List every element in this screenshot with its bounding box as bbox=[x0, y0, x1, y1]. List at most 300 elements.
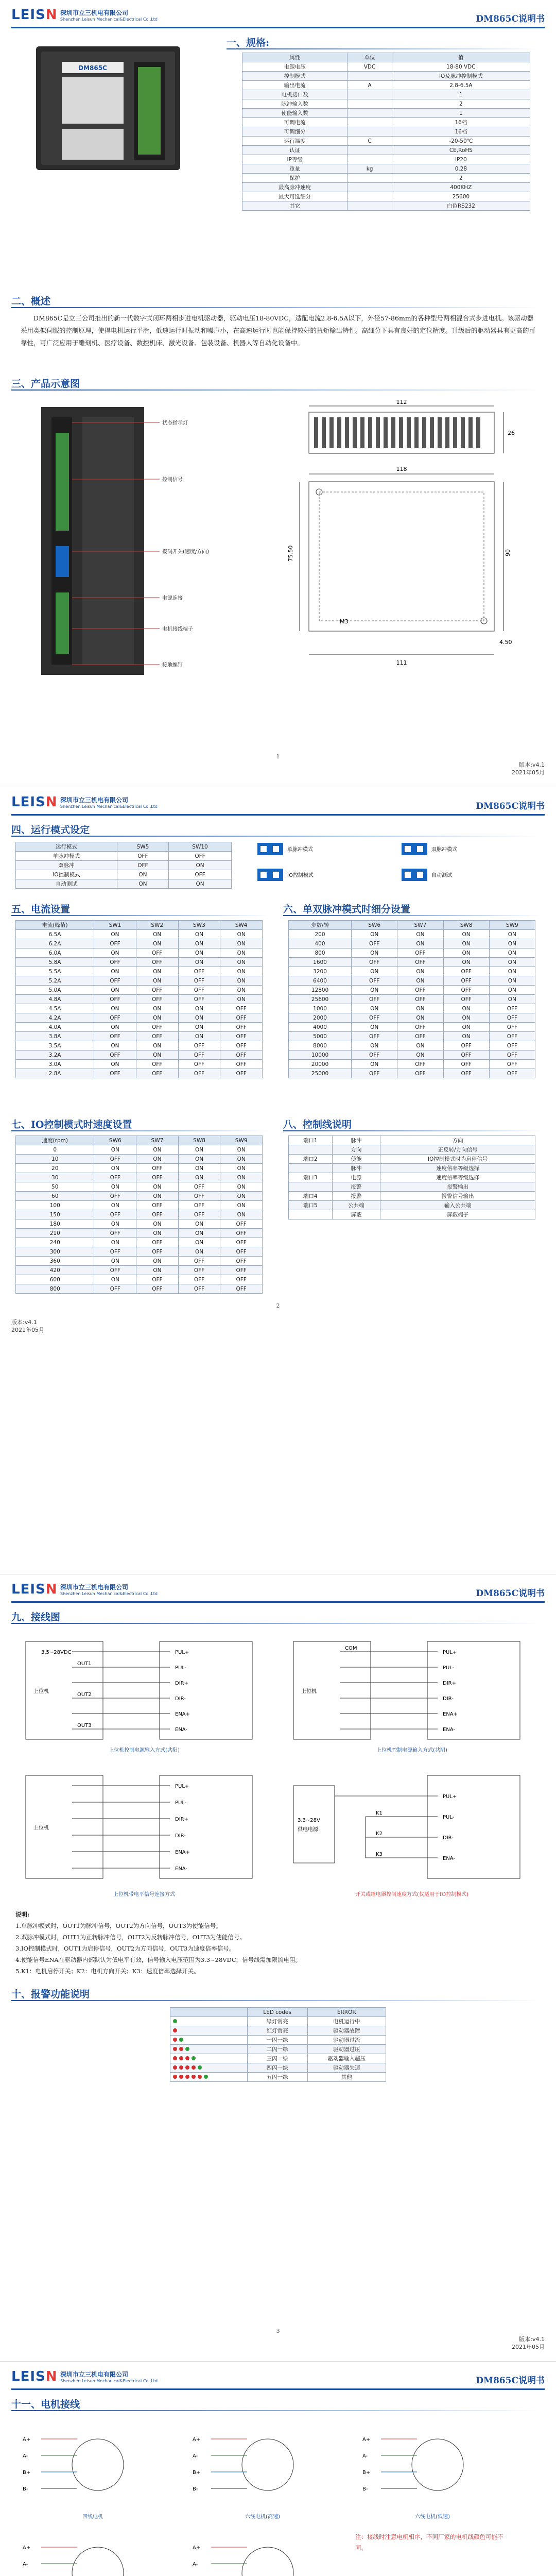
table-cell: 180 bbox=[16, 1219, 94, 1229]
table-cell: 重量 bbox=[242, 164, 348, 174]
table-header-cell: 步数/转 bbox=[289, 921, 352, 930]
table-cell: 端口5 bbox=[289, 1201, 333, 1210]
table-cell: 100 bbox=[16, 1201, 94, 1210]
table-cell: ON bbox=[94, 930, 136, 939]
section-rule bbox=[11, 389, 542, 391]
callout-motor: 电机接线端子 bbox=[162, 626, 193, 632]
table-row bbox=[16, 1247, 263, 1257]
company-logo: LEISN bbox=[11, 1582, 58, 1597]
note-4: 4.使能信号ENA在驱动器内部默认为低电平有效，信号输入电压范围为3.3~28VDC，信号线需加限流电阻。 bbox=[15, 1956, 302, 1963]
table-cell: OFF bbox=[178, 967, 220, 976]
table-row bbox=[16, 1201, 263, 1210]
led-dot-icon bbox=[179, 2038, 183, 2042]
table-header-cell: SW7 bbox=[136, 1136, 179, 1145]
table-cell: 报警 bbox=[332, 1182, 380, 1192]
footer-version: 版本:v4.1 bbox=[519, 761, 545, 768]
table-cell: OFF bbox=[220, 1069, 263, 1078]
table-cell: 端口3 bbox=[289, 1173, 333, 1182]
table-header-cell: SW2 bbox=[136, 921, 178, 930]
company-logo: LEISN bbox=[11, 7, 58, 23]
table-row bbox=[242, 192, 530, 201]
led-dot-icon bbox=[198, 2075, 202, 2079]
led-indicator-cell bbox=[170, 2017, 248, 2026]
table-cell: ON bbox=[136, 1266, 179, 1275]
wiring-diagram-4 bbox=[283, 1765, 541, 1899]
table-header-cell: 速度(rpm) bbox=[16, 1136, 94, 1145]
table-cell: OFF bbox=[489, 1050, 535, 1060]
sig-ena-minus: ENA- bbox=[175, 1866, 188, 1872]
table-cell: OFF bbox=[94, 1069, 136, 1078]
table-row bbox=[289, 958, 535, 967]
table-cell: ON bbox=[178, 939, 220, 948]
table-cell: ON bbox=[443, 948, 489, 958]
table-row bbox=[16, 879, 232, 889]
table-cell: 可调细分 bbox=[242, 127, 348, 137]
table-row bbox=[242, 81, 530, 90]
company-name-cn: 深圳市立三机电有限公司 bbox=[60, 796, 129, 804]
led-indicator-cell bbox=[170, 2026, 248, 2036]
table-row bbox=[242, 99, 530, 109]
table-row bbox=[16, 939, 263, 948]
table-cell: OFF bbox=[489, 1004, 535, 1013]
table-row bbox=[16, 1041, 263, 1050]
section-title-alarm: 十、报警功能说明 bbox=[11, 1989, 90, 2000]
table-header-cell: ERROR bbox=[307, 2008, 386, 2017]
table-cell: -20-50℃ bbox=[392, 137, 530, 146]
switch-k3: K3 bbox=[376, 1852, 383, 1857]
led-dot-icon bbox=[179, 2075, 183, 2079]
table-header-cell: SW7 bbox=[397, 921, 443, 930]
table-row bbox=[289, 1041, 535, 1050]
host-label: 上位机 bbox=[33, 1689, 49, 1694]
table-cell: 12800 bbox=[289, 986, 352, 995]
table-cell: IO及脉冲控制模式 bbox=[392, 72, 530, 81]
table-cell: ON bbox=[178, 1238, 220, 1247]
table-row bbox=[289, 1013, 535, 1023]
led-dot-icon bbox=[179, 2065, 183, 2070]
motor-pin-label: B+ bbox=[23, 2470, 31, 2476]
dim-top-height: 26 bbox=[508, 430, 515, 436]
table-cell: 可调电流 bbox=[242, 118, 348, 127]
table-cell: 其它 bbox=[242, 201, 348, 211]
table-cell: ON bbox=[178, 1032, 220, 1041]
table-cell: A bbox=[348, 81, 392, 90]
company-name-en: Shenzhen Leisun Mechanical&Electrical Co.,Ltd bbox=[60, 1591, 158, 1596]
table-cell: ON bbox=[220, 948, 263, 958]
page-number: 1 bbox=[276, 753, 280, 760]
table-cell: 2.8-6.5A bbox=[392, 81, 530, 90]
table-cell: OFF bbox=[117, 852, 168, 861]
table-cell: OFF bbox=[352, 1013, 397, 1023]
table-cell: ON bbox=[397, 967, 443, 976]
table-header-cell: 电流(峰值) bbox=[16, 921, 94, 930]
doc-title: DM865C说明书 bbox=[476, 14, 545, 24]
table-row bbox=[289, 1136, 535, 1145]
table-cell: 50 bbox=[16, 1182, 94, 1192]
table-row bbox=[289, 1201, 535, 1210]
table-cell: ON bbox=[136, 1041, 178, 1050]
mode-icon-test bbox=[402, 869, 452, 881]
table-cell: 报警信号输出 bbox=[380, 1192, 535, 1201]
mode-icon-single-label: 单脉冲模式 bbox=[287, 847, 313, 853]
table-cell bbox=[348, 192, 392, 201]
table-header-cell: SW10 bbox=[169, 842, 232, 852]
table-cell: 端口1 bbox=[289, 1136, 333, 1145]
table-cell: ON bbox=[136, 1192, 179, 1201]
table-cell: 速度倍率等级选择 bbox=[380, 1173, 535, 1182]
table-cell: ON bbox=[94, 1219, 136, 1229]
table-cell: 2000 bbox=[289, 1013, 352, 1023]
table-cell: 6.0A bbox=[16, 948, 94, 958]
led-indicator-cell bbox=[170, 2054, 248, 2063]
table-cell: 自动测试 bbox=[16, 879, 117, 889]
table-cell: 16档 bbox=[392, 127, 530, 137]
table-cell: ON bbox=[178, 1145, 220, 1155]
sig-out2: OUT2 bbox=[77, 1692, 92, 1698]
table-row bbox=[289, 995, 535, 1004]
table-cell: 360 bbox=[16, 1257, 94, 1266]
motor-wiring-diagram bbox=[185, 2418, 340, 2521]
current-table bbox=[15, 920, 263, 1078]
table-cell: OFF bbox=[220, 1041, 263, 1050]
table-cell: ON bbox=[489, 986, 535, 995]
header-rule bbox=[11, 1601, 545, 1603]
dim-bottom-width: 111 bbox=[396, 659, 407, 666]
table-cell: OFF bbox=[220, 1004, 263, 1013]
table-cell: 屏蔽端子 bbox=[380, 1210, 535, 1219]
sig-ena-plus: ENA+ bbox=[175, 1850, 190, 1855]
table-cell: ON bbox=[178, 1155, 220, 1164]
table-row bbox=[16, 930, 263, 939]
table-cell: 4.2A bbox=[16, 1013, 94, 1023]
table-cell: 三闪一绿 bbox=[247, 2054, 307, 2063]
table-cell: 脉冲 bbox=[332, 1136, 380, 1145]
section-rule bbox=[11, 307, 542, 308]
table-cell: 双脉冲 bbox=[16, 861, 117, 870]
table-cell: ON bbox=[397, 976, 443, 986]
table-cell: kg bbox=[348, 164, 392, 174]
table-cell: OFF bbox=[136, 1210, 179, 1219]
table-row bbox=[242, 72, 530, 81]
table-cell: 5.5A bbox=[16, 967, 94, 976]
table-cell: ON bbox=[220, 1210, 263, 1219]
sig-dir-plus: DIR+ bbox=[175, 1817, 188, 1822]
table-cell: 白色RS232 bbox=[392, 201, 530, 211]
table-cell: OFF bbox=[443, 986, 489, 995]
table-cell: 驱动器过流 bbox=[307, 2036, 386, 2045]
header-rule bbox=[11, 2388, 545, 2390]
table-cell: OFF bbox=[397, 948, 443, 958]
mode-icon-double bbox=[402, 843, 457, 855]
table-cell: ON bbox=[489, 948, 535, 958]
dim-top-width: 112 bbox=[396, 399, 407, 405]
table-cell: ON bbox=[443, 1013, 489, 1023]
table-cell: 200 bbox=[289, 930, 352, 939]
table-header-cell: 值 bbox=[392, 53, 530, 62]
table-row bbox=[16, 1219, 263, 1229]
table-cell: 输出电流 bbox=[242, 81, 348, 90]
company-name-en: Shenzhen Leisun Mechanical&Electrical Co.,Ltd bbox=[60, 804, 158, 809]
table-cell: OFF bbox=[178, 1275, 220, 1284]
wiring-caption-1: 上位机控制电源输入方式(共阳) bbox=[109, 1748, 180, 1753]
motor-pin-label: B- bbox=[23, 2486, 28, 2492]
table-cell: ON bbox=[178, 1013, 220, 1023]
table-cell: OFF bbox=[178, 1257, 220, 1266]
table-cell: 400 bbox=[289, 939, 352, 948]
table-cell: IO控制模式 bbox=[16, 870, 117, 879]
table-cell: 红灯常亮 bbox=[247, 2026, 307, 2036]
table-cell: 5.0A bbox=[16, 986, 94, 995]
table-cell: OFF bbox=[178, 1210, 220, 1219]
section-title-current: 五、电流设置 bbox=[11, 904, 71, 915]
table-cell: ON bbox=[220, 1201, 263, 1210]
motor-caption: 六线电机(高速) bbox=[245, 2514, 280, 2520]
table-cell: 10 bbox=[16, 1155, 94, 1164]
table-cell: 2 bbox=[392, 174, 530, 183]
table-row bbox=[16, 1238, 263, 1247]
page-header bbox=[11, 2369, 545, 2387]
table-cell: OFF bbox=[397, 1023, 443, 1032]
table-cell: OFF bbox=[94, 1032, 136, 1041]
table-cell: OFF bbox=[489, 1023, 535, 1032]
table-row bbox=[16, 986, 263, 995]
sig-dir-minus: DIR- bbox=[443, 1696, 454, 1702]
table-row bbox=[242, 137, 530, 146]
section-title-diagram: 三、产品示意图 bbox=[11, 378, 80, 389]
table-cell: ON bbox=[397, 1004, 443, 1013]
table-cell: ON bbox=[136, 967, 178, 976]
table-cell: ON bbox=[94, 967, 136, 976]
section-title-motor: 十一、电机接线 bbox=[11, 2399, 80, 2410]
table-row bbox=[242, 109, 530, 118]
table-cell: ON bbox=[443, 1023, 489, 1032]
table-cell: ON bbox=[178, 1219, 220, 1229]
table-cell: 5000 bbox=[289, 1032, 352, 1041]
table-cell: 10000 bbox=[289, 1050, 352, 1060]
motor-icon bbox=[242, 2439, 293, 2490]
sig-out3: OUT3 bbox=[77, 1723, 92, 1728]
table-cell: 240 bbox=[16, 1238, 94, 1247]
table-row bbox=[170, 2063, 386, 2073]
table-cell: 800 bbox=[16, 1284, 94, 1294]
table-cell: ON bbox=[94, 1238, 136, 1247]
led-dot-icon bbox=[204, 2075, 208, 2079]
sig-ena-plus: ENA+ bbox=[443, 1711, 458, 1717]
table-cell: OFF bbox=[169, 870, 232, 879]
table-cell: 驱动器输入超压 bbox=[307, 2054, 386, 2063]
table-cell: 5.2A bbox=[16, 976, 94, 986]
table-cell: OFF bbox=[220, 1275, 263, 1284]
company-name-cn: 深圳市立三机电有限公司 bbox=[60, 1584, 129, 1591]
switch-k1: K1 bbox=[376, 1810, 383, 1816]
table-cell: 2.8A bbox=[16, 1069, 94, 1078]
table-cell: OFF bbox=[178, 995, 220, 1004]
table-cell: 0.28 bbox=[392, 164, 530, 174]
table-cell: 其他 bbox=[307, 2073, 386, 2082]
table-cell: 报警输出 bbox=[380, 1182, 535, 1192]
table-cell: OFF bbox=[94, 1266, 136, 1275]
table-cell: 4.8A bbox=[16, 995, 94, 1004]
table-cell: 20 bbox=[16, 1164, 94, 1173]
table-cell: 60 bbox=[16, 1192, 94, 1201]
table-cell: ON bbox=[178, 1004, 220, 1013]
sig-dir-minus: DIR- bbox=[443, 1835, 454, 1841]
host-label: 上位机 bbox=[33, 1825, 49, 1831]
led-dot-icon bbox=[173, 2065, 177, 2070]
table-cell bbox=[348, 183, 392, 192]
table-cell: 使能输入数 bbox=[242, 109, 348, 118]
table-cell: ON bbox=[443, 1004, 489, 1013]
table-cell bbox=[348, 127, 392, 137]
doc-title: DM865C说明书 bbox=[476, 1588, 545, 1599]
table-cell: 3.0A bbox=[16, 1060, 94, 1069]
table-cell: 输入公共端 bbox=[380, 1201, 535, 1210]
led-dot-icon bbox=[173, 2019, 177, 2023]
page-number: 3 bbox=[276, 2328, 280, 2334]
table-row bbox=[16, 1164, 263, 1173]
ports-table bbox=[288, 1136, 535, 1219]
table-cell: ON bbox=[443, 930, 489, 939]
sig-pul-minus: PUL- bbox=[443, 1815, 455, 1820]
table-header-cell: LED codes bbox=[247, 2008, 307, 2017]
table-cell: OFF bbox=[443, 995, 489, 1004]
led-dot-icon bbox=[192, 2065, 196, 2070]
table-cell: IP等级 bbox=[242, 155, 348, 164]
callout-control: 控制信号 bbox=[162, 477, 183, 483]
table-row bbox=[16, 861, 232, 870]
table-row bbox=[16, 976, 263, 986]
wiring-diagram-2 bbox=[283, 1631, 541, 1755]
table-cell: ON bbox=[94, 1023, 136, 1032]
table-cell: OFF bbox=[178, 1041, 220, 1050]
table-row bbox=[170, 2054, 386, 2063]
table-row bbox=[242, 201, 530, 211]
table-cell: ON bbox=[94, 1004, 136, 1013]
table-cell: ON bbox=[220, 1173, 263, 1182]
table-header-cell: SW1 bbox=[94, 921, 136, 930]
table-cell: OFF bbox=[489, 1069, 535, 1078]
table-cell: OFF bbox=[443, 967, 489, 976]
table-header-cell: SW9 bbox=[220, 1136, 263, 1145]
sig-dir-minus: DIR- bbox=[175, 1696, 186, 1702]
table-cell: ON bbox=[136, 1013, 178, 1023]
company-name-cn: 深圳市立三机电有限公司 bbox=[60, 9, 129, 16]
wiring-caption-3: 上位机带电平信号连接方式 bbox=[113, 1892, 175, 1897]
table-cell: OFF bbox=[220, 1257, 263, 1266]
table-cell: 3.2A bbox=[16, 1050, 94, 1060]
table-cell: ON bbox=[443, 958, 489, 967]
table-cell: 公共端 bbox=[332, 1201, 380, 1210]
table-cell: ON bbox=[136, 1257, 179, 1266]
table-cell: ON bbox=[178, 958, 220, 967]
table-header-cell: SW6 bbox=[352, 921, 397, 930]
table-cell: OFF bbox=[352, 1069, 397, 1078]
section-rule bbox=[11, 1623, 542, 1624]
header-rule bbox=[11, 27, 545, 28]
doc-title: DM865C说明书 bbox=[476, 801, 545, 811]
table-cell: ON bbox=[489, 958, 535, 967]
note-2: 2.双脉冲模式时，OUT1为正转脉冲信号，OUT2为反转脉冲信号，OUT3为使能信号。 bbox=[15, 1934, 246, 1941]
table-cell bbox=[289, 1182, 333, 1192]
table-cell: C bbox=[348, 137, 392, 146]
dim-front-height2: 90 bbox=[505, 549, 511, 556]
table-cell: ON bbox=[352, 967, 397, 976]
table-header-cell: 运行模式 bbox=[16, 842, 117, 852]
table-cell: ON bbox=[178, 1164, 220, 1173]
table-row bbox=[170, 2073, 386, 2082]
table-row bbox=[16, 1069, 263, 1078]
supply-label: 3.5~28VDC bbox=[41, 1650, 72, 1655]
table-cell: 电源电压 bbox=[242, 62, 348, 72]
table-cell: ON bbox=[220, 995, 263, 1004]
table-cell: 150 bbox=[16, 1210, 94, 1219]
page-header bbox=[11, 1582, 545, 1600]
table-cell: OFF bbox=[136, 1238, 179, 1247]
footer-date: 2021年05月 bbox=[11, 1327, 44, 1333]
led-dot-icon bbox=[173, 2047, 177, 2051]
table-row bbox=[16, 1192, 263, 1201]
table-row bbox=[16, 1032, 263, 1041]
table-cell: OFF bbox=[443, 976, 489, 986]
table-cell: IP20 bbox=[392, 155, 530, 164]
table-cell: ON bbox=[94, 1182, 136, 1192]
sig-pul-plus: PUL+ bbox=[175, 1784, 189, 1789]
table-cell: ON bbox=[136, 1004, 178, 1013]
table-cell: 4000 bbox=[289, 1023, 352, 1032]
table-cell: OFF bbox=[352, 995, 397, 1004]
table-cell: OFF bbox=[178, 1201, 220, 1210]
table-cell: ON bbox=[352, 1060, 397, 1069]
motor-wiring-diagram bbox=[15, 2418, 170, 2521]
table-cell: ON bbox=[136, 930, 178, 939]
table-cell: IO控制模式时为启停信号 bbox=[380, 1155, 535, 1164]
led-indicator-cell bbox=[170, 2045, 248, 2054]
page-2 bbox=[0, 787, 556, 1574]
table-cell: ON bbox=[178, 930, 220, 939]
table-row bbox=[289, 939, 535, 948]
power-label: 供电电源 bbox=[298, 1827, 318, 1833]
table-cell: 20000 bbox=[289, 1060, 352, 1069]
page-4 bbox=[0, 2362, 556, 2576]
table-cell: 二闪一绿 bbox=[247, 2045, 307, 2054]
dim-screw: M3 bbox=[340, 618, 349, 625]
footer-version: 版本:v4.1 bbox=[11, 1319, 37, 1326]
table-cell: 400KHZ bbox=[392, 183, 530, 192]
table-cell: OFF bbox=[94, 1229, 136, 1238]
table-cell: 正反转/方向信号 bbox=[380, 1145, 535, 1155]
table-cell: OFF bbox=[443, 1060, 489, 1069]
table-header-cell: SW9 bbox=[489, 921, 535, 930]
led-dot-icon bbox=[173, 2075, 177, 2079]
table-cell: ON bbox=[489, 976, 535, 986]
table-cell: 2 bbox=[392, 99, 530, 109]
table-row bbox=[289, 1069, 535, 1078]
table-cell: 电源 bbox=[332, 1173, 380, 1182]
note-5: 5.K1：电机启停开关；K2：电机方向开关；K3：速度倍率选择开关。 bbox=[15, 1968, 200, 1975]
table-cell: OFF bbox=[94, 1284, 136, 1294]
table-row bbox=[16, 1257, 263, 1266]
table-cell: 保护 bbox=[242, 174, 348, 183]
table-header-cell: SW5 bbox=[117, 842, 168, 852]
table-cell: OFF bbox=[443, 1069, 489, 1078]
led-dot-icon bbox=[185, 2075, 189, 2079]
sig-pul-plus: PUL+ bbox=[443, 1650, 457, 1655]
led-indicator-cell bbox=[170, 2063, 248, 2073]
table-row bbox=[289, 1023, 535, 1032]
table-cell: 5.8A bbox=[16, 958, 94, 967]
table-row bbox=[16, 1145, 263, 1155]
motor-wiring-diagram bbox=[185, 2527, 340, 2576]
